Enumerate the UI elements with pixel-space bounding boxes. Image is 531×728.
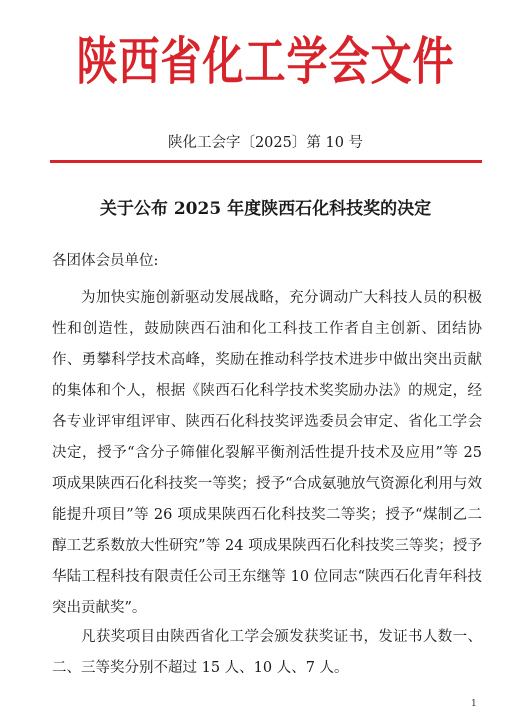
page-number: 1 [471,699,477,709]
document-number: 陕化工会字〔2025〕第 10 号 [167,135,364,151]
salutation: 各团体会员单位: [52,253,159,269]
document-title: 关于公布 2025 年度陕西石化科技奖的决定 [99,199,432,219]
document-masthead: 陕西省化工学会文件 [76,31,455,92]
body-paragraph-2: 凡获奖项目由陕西省化工学会颁发获奖证书，发证书人数一、二、三等奖分别不超过 15 人、10 人、7 人。 [52,629,482,676]
red-divider-line [50,160,482,163]
body-paragraph-1: 为加快实施创新驱动发展战略，充分调动广大科技人员的积极性和创造性，鼓励陕西石油和化工科技工作者自主创新、团结协作、勇攀科学技术高峰，奖励在推动科学技术进步中做出突出贡献的集体和个人，根据《陕西石化科学技术奖奖励办法》的规定，经各专业评审组评审、陕西石化科技奖评选委员会审定、省化工学会决定，授予“含分子筛催化裂解平衡剂活性提升技术及应用”等 25 项成果陕西石化科技奖一等奖；授予“合成氨驰放气资源化利用与效能提升项目”等 26 项成果陕西石化科技奖二等奖；授予“煤制乙二醇工艺系数放大性研究”等 24 项成果陕西石化科技奖三等奖；授予华陆工程科技有限责任公司王东继等 10 位同志“陕西石化青年科技突出贡献奖”。 [52,290,482,616]
